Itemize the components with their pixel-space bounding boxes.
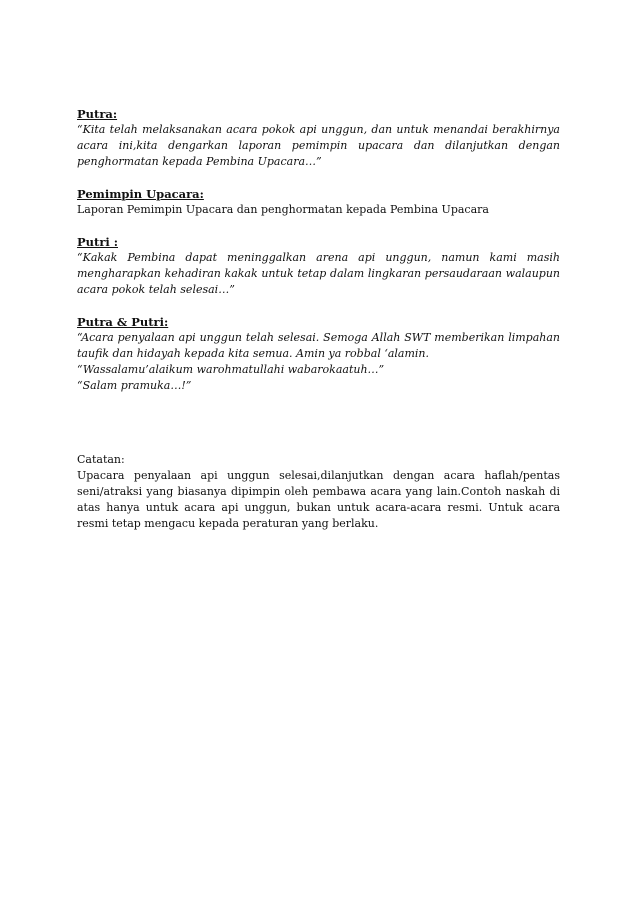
speech-pemimpin-upacara: Laporan Pemimpin Upacara dan penghormatan kepada Pembina Upacara xyxy=(77,203,489,216)
section-putri xyxy=(77,235,560,298)
speaker-heading-putri: Putri : xyxy=(77,235,118,249)
section-pemimpin-upacara xyxy=(77,187,560,218)
document-page xyxy=(77,107,560,532)
speaker-heading-putra-putri: Putra & Putri: xyxy=(77,315,169,329)
notes-title: Catatan: xyxy=(77,453,125,466)
speech-putra: “Kita telah melaksanakan acara pokok api unggun, dan untuk menandai berakhirnya acara ini,kita dengarkan laporan pemimpin upacara dan dilanjutkan dengan penghormatan kepada Pembina Upacara…” xyxy=(77,123,560,168)
speaker-heading-pemimpin-upacara: Pemimpin Upacara: xyxy=(77,187,204,201)
section-putra xyxy=(77,107,560,170)
speech-putra-putri-greeting: “Wassalamu’alaikum warohmatullahi wabarokaatuh…” xyxy=(77,363,385,376)
speech-putra-putri: “Acara penyalaan api unggun telah selesai. Semoga Allah SWT memberikan limpahan taufik dan hidayah kepada kita semua. Amin ya robbal ‘alamin. xyxy=(77,331,560,360)
section-putra-putri xyxy=(77,315,560,394)
notes-block xyxy=(77,452,560,532)
speech-putra-putri-closing: “Salam pramuka…!” xyxy=(77,379,192,392)
notes-text: Upacara penyalaan api unggun selesai,dilanjutkan dengan acara haflah/pentas seni/atraksi yang biasanya dipimpin oleh pembawa acara yang lain.Contoh naskah di atas hanya untuk acara api unggun, bukan untuk acara-acara resmi. Untuk acara resmi tetap mengacu kepada peraturan yang berlaku. xyxy=(77,469,560,530)
speech-putri: “Kakak Pembina dapat meninggalkan arena api unggun, namun kami masih mengharapkan kehadiran kakak untuk tetap dalam lingkaran persaudaraan walaupun acara pokok telah selesai…” xyxy=(77,251,560,296)
speaker-heading-putra: Putra: xyxy=(77,107,118,121)
